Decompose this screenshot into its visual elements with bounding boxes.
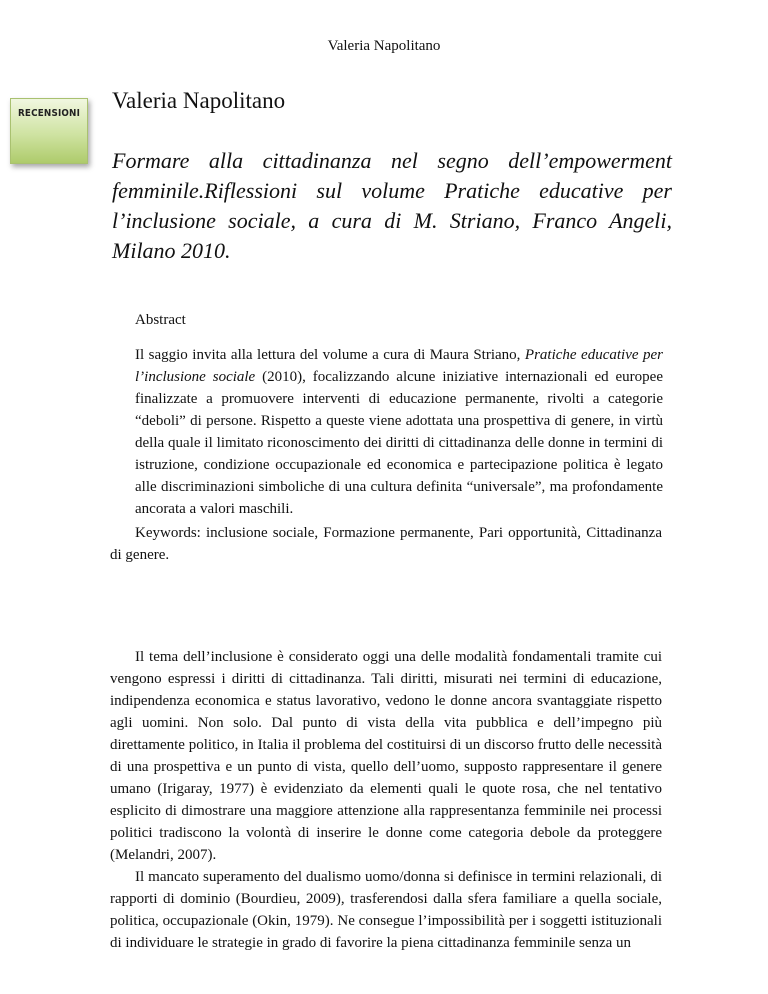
- abstract-paragraph: [135, 344, 663, 520]
- article-author: Valeria Napolitano: [112, 88, 286, 113]
- abstract-book-title: Pratiche educative per l’inclusione sociale: [135, 347, 663, 385]
- section-badge: [10, 98, 88, 164]
- body-paragraph-2: Il mancato superamento del dualismo uomo/donna si definisce in termini relazionali, di rapporti di dominio (Bourdieu, 2009), trasferendosi dalla sfera familiare a quella sociale, politica, occupazionale (Okin, 1979). Ne consegue l’impossibilità per i soggetti istituzionali di individuare le strategie in grado di favorire la piena cittadinanza femminile senza un: [110, 869, 662, 951]
- abstract-text-start: Il saggio invita alla lettura del volume a cura di Maura Striano,: [135, 347, 525, 363]
- running-head: Valeria Napolitano: [327, 38, 441, 54]
- abstract-heading: Abstract: [135, 312, 186, 328]
- abstract-text-end: (2010), focalizzando alcune iniziative internazionali ed europee finalizzate a promuovere interventi di educazione permanente, rivolti a categorie “deboli” di persone. Rispetto a queste viene adottata una prospettiva di genere, in virtù della quale il limitato riconoscimento dei diritti di cittadinanza delle donne in termini di istruzione, condizione occupazionale ed economica e partecipazione politica è legato alle discriminazioni simboliche di una cultura definita “universale”, ma profondamente ancorata a valori maschili.: [135, 369, 663, 517]
- keywords: Keywords: inclusione sociale, Formazione permanente, Pari opportunità, Cittadinanza di genere.: [110, 525, 662, 563]
- article-title: Formare alla cittadinanza nel segno dell’empowerment femminile.Riflessioni sul volume Pratiche educative per l’inclusione sociale, a cura di M. Striano, Franco Angeli, Milano 2010.: [112, 148, 672, 263]
- body-text: [110, 646, 662, 954]
- section-badge-label: RECENSIONI: [17, 108, 81, 119]
- body-paragraph-1: Il tema dell’inclusione è considerato oggi una delle modalità fondamentali tramite cui vengono espressi i diritti di cittadinanza. Tali diritti, misurati nei termini di educazione, indipendenza economica e status lavorativo, vedono le donne ancora svantaggiate rispetto agli uomini. Non solo. Dal punto di vista della vita pubblica e dell’impegno più direttamente politico, in Italia il problema del costituirsi di un discorso frutto delle necessità di una prospettiva e un punto di vista, quello dell’uomo, supposto rappresentare il genere umano (Irigaray, 1977) è evidenziato da elementi quali le quote rosa, che nel tentativo esplicito di dimostrare una maggiore attenzione alla rappresentanza femminile nei processi politici tradiscono la volontà di inserire le donne come categoria debole da proteggere (Melandri, 2007).: [110, 649, 662, 863]
